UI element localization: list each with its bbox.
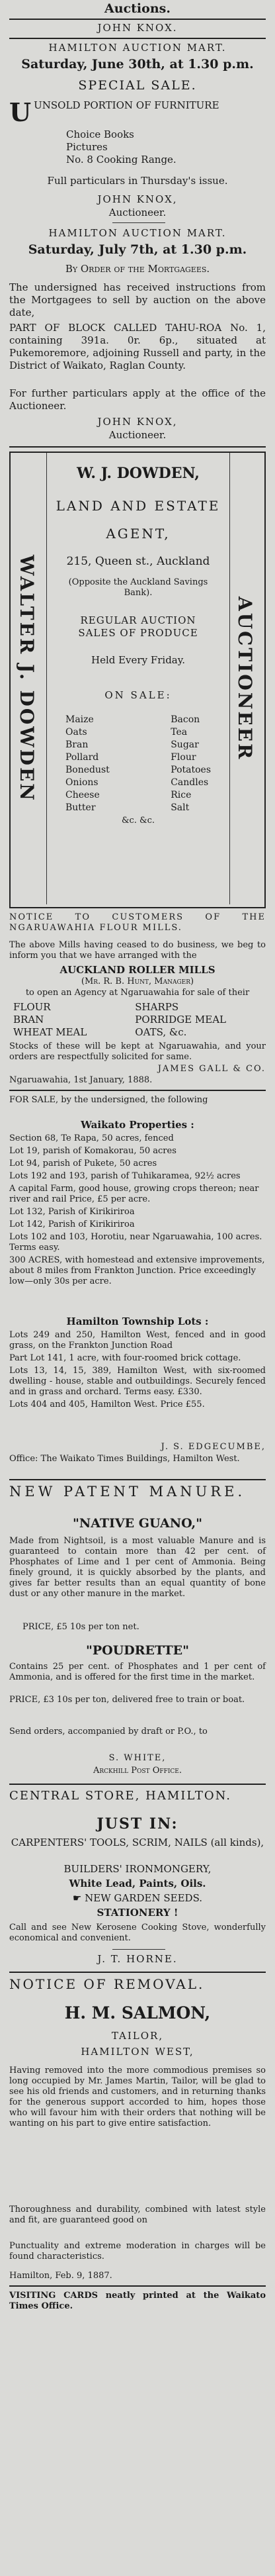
goods-item: Oats xyxy=(65,727,87,738)
store-seeds-row xyxy=(9,1892,266,1905)
edgecumbe-waikato: Waikato Properties : xyxy=(81,1119,194,1131)
salmon-body2: Thoroughness and durability, combined with latest style and fit, are guaranteed good on xyxy=(9,2205,266,2225)
goods-item: Cheese xyxy=(65,790,100,800)
product-item: FLOUR xyxy=(13,1001,51,1013)
store-tools: CARPENTERS' TOOLS, SCRIM, NAILS (all kinds), xyxy=(11,1837,264,1848)
store-just-in: JUST IN: xyxy=(97,1815,178,1833)
township-lot: Lots 404 and 405, Hamilton West. Price £55. xyxy=(9,1400,205,1409)
mart2-order: By Order of the Mortgagees. xyxy=(65,263,210,275)
product-item: OATS, &c. xyxy=(135,1026,187,1038)
goods-item: Flour xyxy=(171,752,196,763)
edgecumbe-intro: FOR SALE, by the undersigned, the following xyxy=(9,1095,208,1105)
poudrette-name: "POUDRETTE" xyxy=(85,1643,190,1658)
knox-header: JOHN KNOX. xyxy=(97,22,178,34)
goods-left-column xyxy=(65,714,110,814)
goods-right-column xyxy=(171,714,211,814)
dowden-center xyxy=(46,453,230,904)
manure-desc: Made from Nightsoil, is a most valuable Manure and is guaranteed to contain more than 42 per cent. of Phosphates of Lime and 1 per cent of Ammonia. Being finely ground, it is quickly absorbed by the plants, and gives far better results than an equal quantity of bone dust or any other manure in the market. xyxy=(9,1536,266,1599)
dowden-on-sale: ON SALE: xyxy=(104,689,172,701)
mart1-date: Saturday, June 30th, at 1.30 p.m. xyxy=(21,57,254,72)
goods-item: Sugar xyxy=(171,739,199,750)
dowden-right-vertical: AUCTIONEER xyxy=(234,596,256,761)
dowden-held: Held Every Friday. xyxy=(91,654,185,666)
mart1-particulars: Full particulars in Thursday's issue. xyxy=(47,175,228,187)
goods-item: Rice xyxy=(171,790,192,800)
mart2-role: Auctioneer. xyxy=(108,429,167,441)
edgecumbe-sign: J. S. EDGECUMBE, xyxy=(161,1442,266,1452)
mart1-special: SPECIAL SALE. xyxy=(78,78,197,93)
mills-sign: JAMES GALL & CO. xyxy=(157,1064,266,1074)
divider xyxy=(9,1090,266,1091)
mart1-role: Auctioneer. xyxy=(108,207,167,218)
goods-item: Bacon xyxy=(171,714,200,725)
mart1-item: No. 8 Cooking Range. xyxy=(66,154,177,166)
goods-item: Pollard xyxy=(65,752,99,763)
goods-item: Potatoes xyxy=(171,765,211,775)
dowden-address: 215, Queen st., Auckland xyxy=(66,555,210,568)
divider xyxy=(9,446,266,448)
edgecumbe-township: Hamilton Township Lots : xyxy=(66,1315,209,1327)
salmon-body3: Punctuality and extreme moderation in charges will be found characteristics. xyxy=(9,2241,266,2262)
edgecumbe-lots xyxy=(9,1133,266,1289)
auctions-header: Auctions. xyxy=(104,1,171,16)
goods-item: Butter xyxy=(65,802,96,813)
manure-heading: NEW PATENT MANURE. xyxy=(9,1484,246,1500)
dowden-etc: &c. &c. xyxy=(121,816,155,826)
dowden-left-vertical: WALTER J. DOWDEN xyxy=(16,555,38,802)
mills-body: The above Mills having ceased to do business, we beg to inform you that we have arranged with the xyxy=(9,940,266,961)
store-ironmongery: BUILDERS' IRONMONGERY, xyxy=(63,1863,212,1875)
store-seeds: NEW GARDEN SEEDS. xyxy=(85,1892,203,1904)
goods-item: Bran xyxy=(65,739,89,750)
salmon-heading: NOTICE OF REMOVAL. xyxy=(9,1976,205,1992)
dowden-name: W. J. DOWDEN, xyxy=(77,465,200,482)
store-heading: CENTRAL STORE, HAMILTON. xyxy=(9,1789,231,1803)
manure-price: PRICE, £5 10s per ton net. xyxy=(22,1622,139,1632)
dowden-line2: AGENT, xyxy=(106,526,171,542)
mart1-item: Pictures xyxy=(66,141,108,153)
property-lot: 300 ACRES, with homestead and extensive improvements, about 8 miles from Frankton Junction. Price exceedingly low—only 30s per acre. xyxy=(9,1255,265,1286)
visiting-cards: VISITING CARDS neatly printed at the Waikato Times Office. xyxy=(9,2291,266,2311)
edgecumbe-office: Office: The Waikato Times Buildings, Hamilton West. xyxy=(9,1454,240,1464)
property-lot: Lots 192 and 193, parish of Tuhikaramea, 92½ acres xyxy=(9,1171,241,1181)
mart2-body1: The undersigned has received instructions from the Mortgagees to sell by auction on the above date, xyxy=(9,281,266,318)
divider xyxy=(9,1479,266,1480)
product-item: PORRIDGE MEAL xyxy=(135,1014,226,1026)
goods-item: Tea xyxy=(171,727,188,738)
divider xyxy=(9,19,266,20)
mills-open: to open an Agency at Ngaruawahia for sale of their xyxy=(25,988,250,998)
product-item: SHARPS xyxy=(135,1001,179,1013)
mart1-items xyxy=(41,128,264,166)
divider xyxy=(112,222,165,223)
poudrette-price: PRICE, £3 10s per ton, delivered free to train or boat. xyxy=(9,1695,245,1705)
salmon-date: Hamilton, Feb. 9, 1887. xyxy=(9,2271,112,2281)
mills-products xyxy=(9,1001,266,1039)
mart2-title: HAMILTON AUCTION MART. xyxy=(48,227,227,239)
dowden-regular: REGULAR AUCTION SALES OF PRODUCE xyxy=(78,614,198,639)
mills-company: AUCKLAND ROLLER MILLS xyxy=(59,964,216,976)
goods-item: Salt xyxy=(171,802,190,813)
manure-sign: S. WHITE, xyxy=(108,1753,167,1763)
property-lot: Lots 102 and 103, Horotiu, near Ngaruawahia, 100 acres. Terms easy. xyxy=(9,1232,262,1253)
mart1-item: Choice Books xyxy=(66,128,134,140)
store-sign: J. T. HORNE. xyxy=(97,1953,178,1965)
mills-stocks: Stocks of these will be kept at Ngaruawahia, and your orders are respectfully solicited for same. xyxy=(9,1041,266,1062)
mills-heading: NOTICE TO CUSTOMERS OF THE NGARUAWAHIA FLOUR MILLS. xyxy=(9,912,266,933)
salmon-trade: TAILOR, xyxy=(111,2030,164,2042)
goods-item: Maize xyxy=(65,714,94,725)
product-item: BRAN xyxy=(13,1014,44,1026)
manure-office: Arckhill Post Office. xyxy=(93,1766,182,1776)
mart2-sign: JOHN KNOX, xyxy=(97,416,178,428)
mart2-body3: For further particulars apply at the office of the Auctioneer. xyxy=(9,387,266,412)
divider xyxy=(9,2285,266,2287)
manure-name: "NATIVE GUANO," xyxy=(72,1516,203,1531)
salmon-body: Having removed into the more commodious premises so long occupied by Mr. James Martin, Tailor, will be glad to see his old friends and customers, and in returning thanks for the generous support accorded to him, hopes those who will favour him with their orders that nothing will be wanting on his part to give entire satisfaction. xyxy=(9,2066,266,2128)
mills-date: Ngaruawahia, 1st January, 1888. xyxy=(9,1075,153,1085)
salmon-name: H. M. SALMON, xyxy=(64,2003,211,2023)
goods-item: Onions xyxy=(65,777,98,788)
goods-item: Bonedust xyxy=(65,765,110,775)
store-lead: White Lead, Paints, Oils. xyxy=(69,1878,206,1889)
mart2-body2: PART OF BLOCK CALLED TAHU-ROA No. 1, containing 391a. 0r. 6p., situated at Pukemoremore, adjoining Russell and party, in the District of Waikato, Raglan County. xyxy=(9,322,266,371)
store-stove: Call and see New Kerosene Cooking Stove, wonderfully economical and convenient. xyxy=(9,1923,266,1943)
dowden-opposite: (Opposite the Auckland Savings Bank). xyxy=(68,577,208,598)
product-item: WHEAT MEAL xyxy=(13,1026,87,1038)
mart1-sign: JOHN KNOX, xyxy=(97,193,178,205)
property-lot: Lot 19, parish of Komakorau, 50 acres xyxy=(9,1146,177,1156)
property-lot: Lot 142, Parish of Kirikiriroa xyxy=(9,1219,135,1229)
property-lot: Section 68, Te Rapa, 50 acres, fenced xyxy=(9,1133,174,1143)
salmon-place: HAMILTON WEST, xyxy=(81,2046,194,2058)
mart1-lead-text: UNSOLD PORTION OF FURNITURE xyxy=(34,99,219,111)
goods-item: Candles xyxy=(171,777,209,788)
divider xyxy=(9,38,266,39)
store-stationery: STATIONERY ! xyxy=(97,1907,178,1919)
mart1-title: HAMILTON AUCTION MART. xyxy=(48,42,227,54)
poudrette-desc: Contains 25 per cent. of Phosphates and 1 per cent of Ammonia, and is offered for the first time in the market. xyxy=(9,1662,266,1682)
dowden-goods xyxy=(65,714,211,814)
divider xyxy=(9,1784,266,1785)
township-lot: Lots 13, 14, 15, 389, Hamilton West, with six-roomed dwelling - house, stable and outbuildings. Securely fenced and in grass and orchard. Terms easy. £330. xyxy=(9,1366,266,1397)
property-lot: Lot 94, parish of Pukete, 50 acres xyxy=(9,1159,157,1169)
township-lot: Lots 249 and 250, Hamilton West, fenced and in good grass, on the Frankton Junction Road xyxy=(9,1330,266,1351)
dowden-line1: LAND AND ESTATE xyxy=(56,498,221,514)
mart1-lead: UUNSOLD PORTION OF FURNITURE xyxy=(9,97,219,127)
mills-manager: (Mr. R. B. Hunt, Manager) xyxy=(81,977,194,986)
township-lot: Part Lot 141, 1 acre, with four-roomed brick cottage. xyxy=(9,1353,241,1363)
mart2-date: Saturday, July 7th, at 1.30 p.m. xyxy=(28,242,247,257)
edgecumbe-township-lots xyxy=(9,1330,266,1412)
divider xyxy=(112,1949,165,1950)
manure-orders: Send orders, accompanied by draft or P.O., to xyxy=(9,1727,208,1737)
property-lot: A capital Farm, good house, growing crops thereon; near river and rail Price, £5 per acre. xyxy=(9,1184,259,1204)
divider xyxy=(9,1972,266,1973)
pointing-hand-icon: ☛ xyxy=(72,1892,85,1904)
property-lot: Lot 132, Parish of Kirikiriroa xyxy=(9,1207,135,1217)
